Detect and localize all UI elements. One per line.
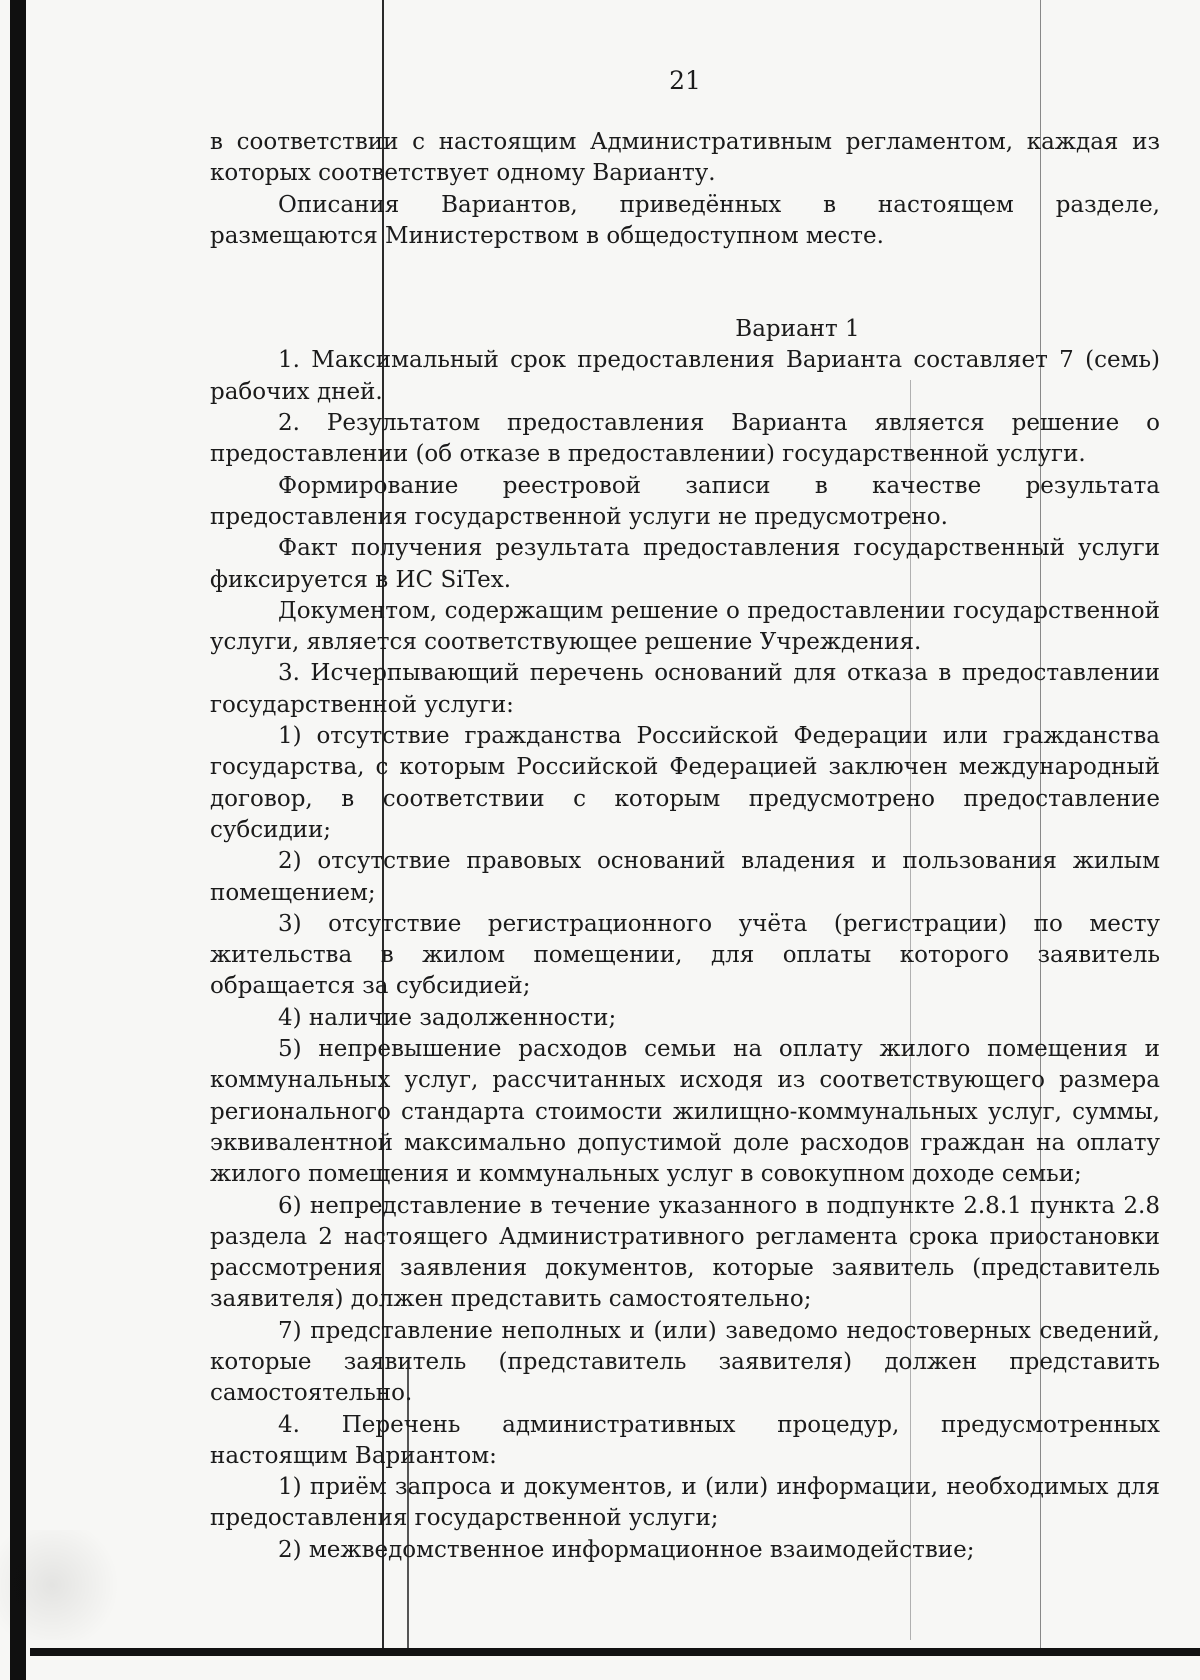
- list-item: 7) представление неполных и (или) заведомо недостоверных сведений, которые заявитель (представитель заявителя) должен представить самостоятельно.: [210, 1317, 1160, 1407]
- list-item: 1) отсутствие гражданства Российской Федерации или гражданства государства, с которым Российской Федерацией заключен международный договор, в соответствии с которым предусмотрено предоставление субсидии;: [210, 723, 1160, 843]
- scan-border-left: [10, 0, 26, 1680]
- paragraph: Формирование реестровой записи в качестве результата предоставления государственной услуги не предусмотрено.: [210, 472, 1160, 530]
- list-item: 4) наличие задолженности;: [278, 1004, 617, 1031]
- paragraph: 2. Результатом предоставления Варианта является решение о предоставлении (об отказе в предоставлении) государственной услуги.: [210, 410, 1160, 468]
- list-item: 2) отсутствие правовых оснований владения и пользования жилым помещением;: [210, 848, 1160, 906]
- paragraph: Описания Вариантов, приведённых в настоящем разделе, размещаются Министерством в общедоступном месте.: [210, 191, 1160, 249]
- list-item: 2) межведомственное информационное взаимодействие;: [278, 1536, 975, 1563]
- scan-speckle: [0, 1530, 130, 1640]
- paragraph: 3. Исчерпывающий перечень оснований для отказа в предоставлении государственной услуги:: [210, 660, 1160, 718]
- paragraph: 4. Перечень административных процедур, предусмотренных настоящим Вариантом:: [210, 1411, 1160, 1469]
- list-item: 6) непредставление в течение указанного в подпункте 2.8.1 пункта 2.8 раздела 2 настоящего Административного регламента срока приостановки рассмотрения заявления документов, которые заявитель (представитель заявителя) должен представить самостоятельно;: [210, 1192, 1160, 1313]
- paragraph: в соответствии с настоящим Административным регламентом, каждая из которых соответствует одному Варианту.: [210, 129, 1160, 187]
- scan-border-bottom: [30, 1648, 1200, 1656]
- page-number: 21: [669, 66, 701, 95]
- list-item: 5) непревышение расходов семьи на оплату жилого помещения и коммунальных услуг, рассчитанных исходя из соответствующего размера регионального стандарта стоимости жилищно-коммунальных услуг, суммы, эквивалентной максимально допустимой доле расходов граждан на оплату жилого помещения и коммунальных услуг в совокупном доходе семьи;: [210, 1036, 1160, 1188]
- list-item: 1) приём запроса и документов, и (или) информации, необходимых для предоставления государственной услуги;: [210, 1474, 1160, 1532]
- list-item: 3) отсутствие регистрационного учёта (регистрации) по месту жительства в жилом помещении, для оплаты которого заявитель обращается за субсидией;: [210, 910, 1160, 1000]
- paragraph: Факт получения результата предоставления государственный услуги фиксируется в ИС SiTex.: [210, 535, 1160, 593]
- paragraph: Документом, содержащим решение о предоставлении государственной услуги, является соответствующее решение Учреждения.: [210, 597, 1160, 656]
- paragraph: 1. Максимальный срок предоставления Варианта составляет 7 (семь) рабочих дней.: [210, 347, 1160, 405]
- section-heading: Вариант 1: [735, 316, 860, 343]
- document-body: [210, 127, 1160, 1566]
